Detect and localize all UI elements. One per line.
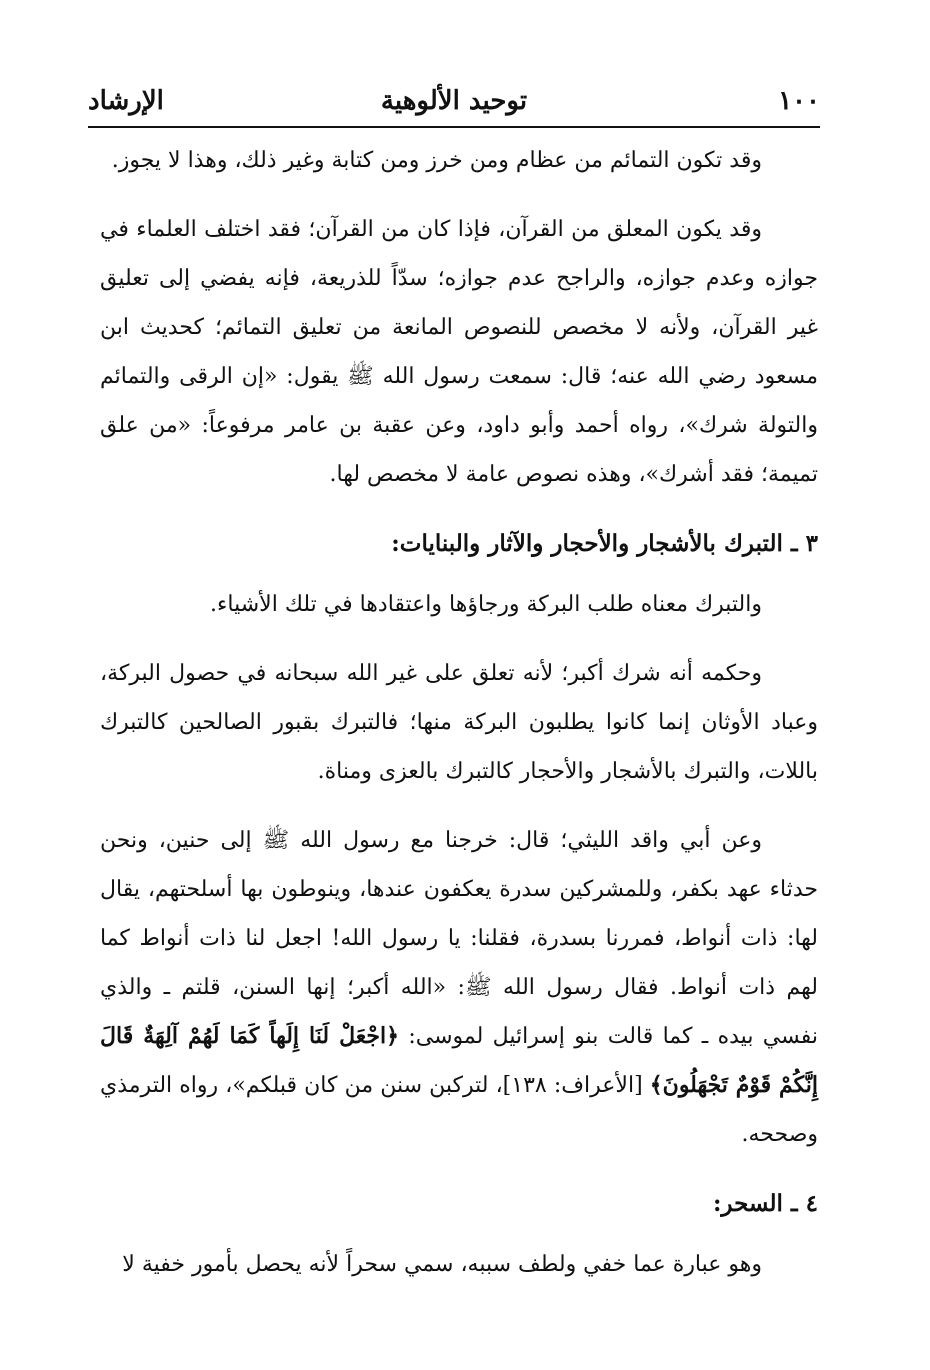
heading-tabarruk: ٣ ـ التبرك بالأشجار والأحجار والآثار والبنايات: <box>391 530 818 557</box>
paragraph-sihr-definition: وهو عبارة عما خفي ولطف سببه، سمي سحراً لأنه يحصل بأمور خفية لا <box>122 1252 762 1277</box>
hadith-citation: [الأعراف: ١٣٨]، لتركبن سنن من كان قبلكم»، رواه الترمذي وصححه. <box>100 1073 818 1147</box>
page-body <box>100 136 818 1309</box>
hadith-text: وعن أبي واقد الليثي؛ قال: خرجنا مع رسول الله ﷺ إلى حنين، ونحن حدثاء عهد بكفر، وللمشركين سدرة يعكفون عندها، وينوطون بها أسلحتهم، يقال لها: ذات أنواط، فمررنا بسدرة، فقلنا: يا رسول الله! اجعل لنا ذات أنواط كما لهم ذات أنواط. فقال رسول الله ﷺ: «الله أكبر؛ إنها السنن، قلتم ـ والذي نفسي بيده ـ كما قالت بنو إسرائيل لموسى: <box>100 828 819 1049</box>
header-rule <box>88 126 820 128</box>
paragraph-amulets-materials: وقد تكون التمائم من عظام ومن خرز ومن كتابة وغير ذلك، وهذا لا يجوز. <box>111 148 762 173</box>
section-title: الإرشاد <box>88 86 164 116</box>
paragraph-quran-amulets: وقد يكون المعلق من القرآن، فإذا كان من القرآن؛ فقد اختلف العلماء في جوازه وعدم جوازه، والراجح عدم جوازه؛ سدّاً للذريعة، فإنه يفضي إلى تعليق غير القرآن، ولأنه لا مخصص للنصوص المانعة من تعليق التمائم؛ كحديث ابن مسعود رضي الله عنه؛ قال: سمعت رسول الله ﷺ يقول: «إن الرقى والتمائم والتولة شرك»، رواه أحمد وأبو داود، وعن عقبة بن عامر مرفوعاً: «من علق تميمة؛ فقد أشرك»، وهذه نصوص عامة لا مخصص لها. <box>100 217 818 487</box>
page-number: ١٠٠ <box>778 86 820 116</box>
page-header <box>88 86 820 126</box>
heading-sihr: ٤ ـ السحر: <box>712 1190 818 1217</box>
paragraph-tabarruk-ruling: وحكمه أنه شرك أكبر؛ لأنه تعلق على غير الله سبحانه في حصول البركة، وعباد الأوثان إنما كانوا يطلبون البركة منها؛ فالتبرك بقبور الصالحين كالتبرك باللات، والتبرك بالأشجار والأحجار كالتبرك بالعزى ومناة. <box>100 661 818 784</box>
running-title: توحيد الألوهية <box>380 86 528 116</box>
paragraph-abu-waqid-hadith <box>100 816 818 1159</box>
paragraph-tabarruk-meaning: والتبرك معناه طلب البركة ورجاؤها واعتقادها في تلك الأشياء. <box>210 592 762 617</box>
quran-verse: ﴿اجْعَلْ لَنَا إِلَهاً كَمَا لَهُمْ آلِهَةٌ قَالَ إِنَّكُمْ قَوْمٌ تَجْهَلُونَ﴾ <box>100 1023 818 1098</box>
